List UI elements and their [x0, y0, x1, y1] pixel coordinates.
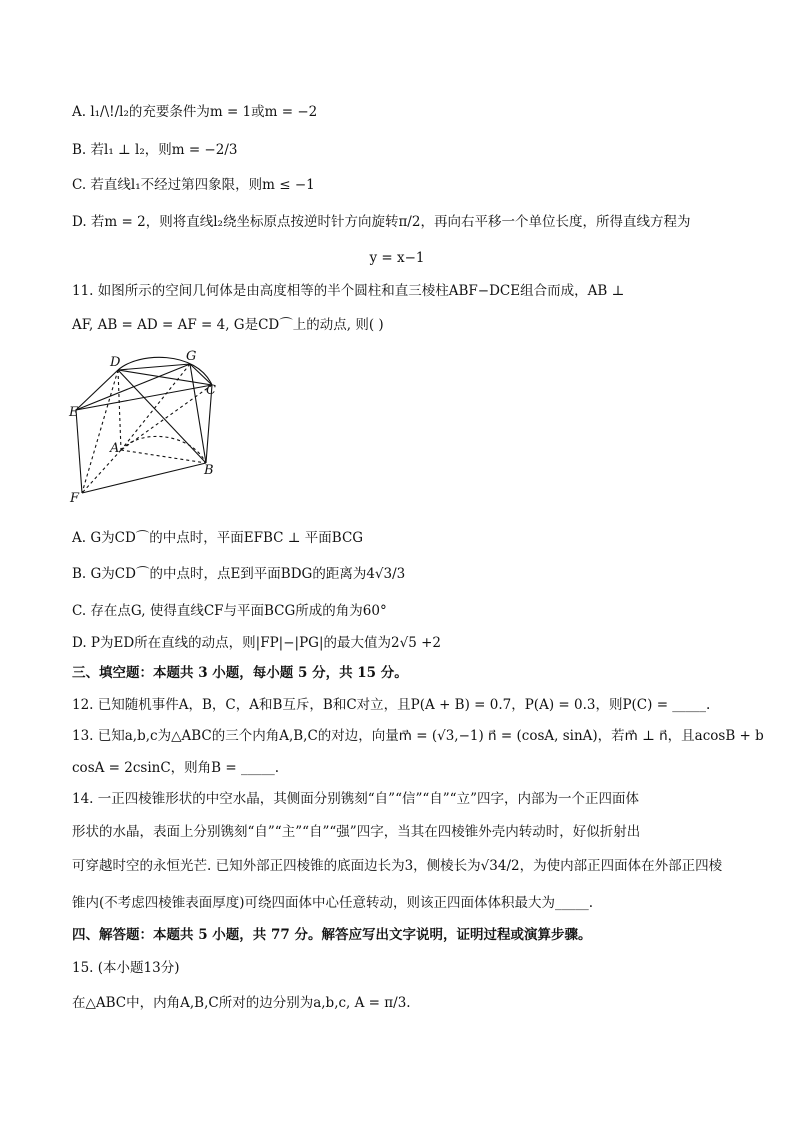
edge-FB	[82, 463, 206, 493]
question-14-line-2: 形状的水晶，表面上分别镌刻“自”“主”“自”“强”四字，当其在四棱锥外壳内转动时，好似折射出	[72, 824, 641, 840]
edge-EF	[76, 410, 82, 493]
question-11-stem-1: 11. 如图所示的空间几何体是由高度相等的半个圆柱和直三棱柱ABF−DCE组合而成，AB ⊥	[72, 283, 625, 299]
geometry-figure	[66, 348, 226, 508]
label-A: A	[110, 441, 120, 456]
question-14-line-1: 14. 一正四棱锥形状的中空水晶，其侧面分别镌刻“自”“信”“自”“立”四字，内部为一个正四面体	[72, 791, 639, 807]
label-G: G	[186, 349, 197, 364]
question-14-line-4: 锥内(不考虑四棱锥表面厚度)可绕四面体中心任意转动，则该正四面体体积最大为_____.	[72, 895, 594, 911]
question-11-stem-2: AF, AB = AD = AF = 4, G是CD⌒上的动点, 则( )	[72, 317, 384, 333]
equation-result: y = x−1	[369, 250, 425, 266]
question-12: 12. 已知随机事件A，B，C，A和B互斥，B和C对立，且P(A + B) = 0.7，P(A) = 0.3，则P(C) = _____.	[72, 697, 711, 713]
question-13-line-2: cosA = 2csinC，则角B = _____.	[72, 760, 280, 776]
option-10b: B. 若l₁ ⊥ l₂，则m = −2/3	[72, 142, 238, 158]
question-14-line-3: 可穿越时空的永恒光芒. 已知外部正四棱锥的底面边长为3，侧棱长为√34/2，为使内部正四面体在外部正四棱	[72, 858, 723, 874]
label-C: C	[206, 383, 216, 398]
option-11d: D. P为ED所在直线的动点，则|FP|−|PG|的最大值为2√5 +2	[72, 635, 441, 651]
option-10d: D. 若m = 2，则将直线l₂绕坐标原点按逆时针方向旋转π/2，再向右平移一个单位长度，所得直线方程为	[72, 214, 691, 230]
edge-GA	[121, 364, 190, 450]
section-4-header: 四、解答题：本题共 5 小题，共 77 分。解答应写出文字说明，证明过程或演算步骤。	[72, 927, 592, 943]
label-D: D	[110, 355, 121, 370]
option-10c: C. 若直线l₁不经过第四象限，则m ≤ −1	[72, 177, 315, 193]
question-15-stem: 在△ABC中，内角A,B,C所对的边分别为a,b,c, A = π/3.	[72, 995, 411, 1011]
label-F: F	[70, 491, 80, 506]
section-3-header: 三、填空题：本题共 3 小题，每小题 5 分，共 15 分。	[72, 665, 408, 681]
edge-AB	[121, 450, 206, 463]
option-11a: A. G为CD⌒的中点时，平面EFBC ⊥ 平面BCG	[72, 530, 364, 546]
question-13-line-1: 13. 已知a,b,c为△ABC的三个内角A,B,C的对边，向量m⃗ = (√3,−1) n⃗ = (cosA, sinA)，若m⃗ ⊥ n⃗，且acosB + b	[72, 728, 764, 744]
edge-DF	[82, 370, 118, 493]
edge-DA	[118, 370, 121, 450]
edge-AF	[82, 450, 121, 493]
label-B: B	[204, 463, 214, 478]
edge-EG	[76, 364, 190, 410]
option-11b: B. G为CD⌒的中点时，点E到平面BDG的距离为4√3/3	[72, 566, 406, 582]
option-10a: A. l₁/\!/l₂的充要条件为m = 1或m = −2	[72, 104, 318, 120]
label-E: E	[69, 405, 79, 420]
question-15-header: 15. (本小题13分)	[72, 960, 180, 976]
edge-DG	[118, 364, 190, 370]
option-11c: C. 存在点G, 使得直线CF与平面BCG所成的角为60°	[72, 603, 387, 619]
